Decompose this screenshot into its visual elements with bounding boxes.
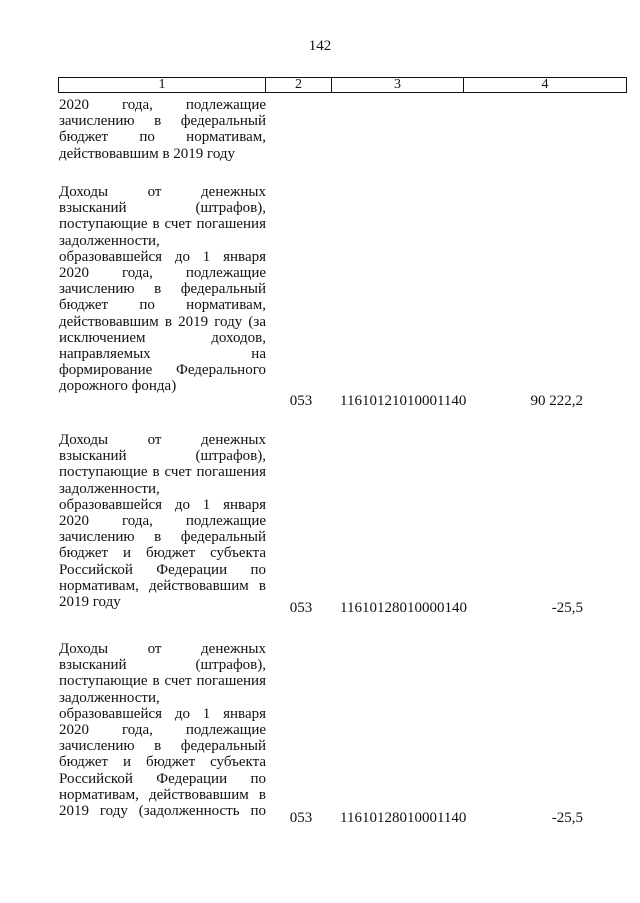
text-line: бюджет и бюджет субъекта xyxy=(59,545,266,562)
row-3-amount: -25,5 xyxy=(551,810,583,826)
text-line: нормативам, действовавшим в xyxy=(59,577,266,594)
text-line: 2020 года, подлежащие xyxy=(59,722,266,739)
text-line: зачислению в федеральный xyxy=(59,738,266,755)
text-line: зачислению в федеральный xyxy=(59,113,266,130)
continuation-description xyxy=(59,97,266,162)
text-line: зачислению в федеральный xyxy=(59,529,266,546)
text-line: нормативам, действовавшим в xyxy=(59,786,266,803)
text-line: дорожного фонда) xyxy=(59,378,177,395)
row-2-amount: -25,5 xyxy=(551,600,583,616)
text-line: 2020 года, подлежащие xyxy=(59,513,266,530)
text-line: образовавшейся до 1 января xyxy=(59,248,266,265)
row-1-code: 053 xyxy=(289,393,313,409)
text-line: действовавшим в 2019 году xyxy=(59,145,236,162)
column-header-4: 4 xyxy=(464,78,627,93)
text-line: Российской Федерации по xyxy=(59,561,266,578)
text-line: Доходы от денежных xyxy=(59,641,266,657)
text-line: зачислению в федеральный xyxy=(59,281,266,298)
row-1-description xyxy=(59,184,266,395)
text-line: образовавшейся до 1 января xyxy=(59,496,266,513)
column-header-3: 3 xyxy=(332,78,464,93)
column-header-1: 1 xyxy=(59,78,266,93)
text-line: бюджет по нормативам, xyxy=(59,129,266,146)
row-2-code: 053 xyxy=(289,600,313,616)
text-line: задолженности, xyxy=(59,689,160,706)
row-2-kbk: 11610128010000140 xyxy=(340,600,467,616)
row-3-description xyxy=(59,641,266,819)
row-3-kbk: 11610128010001140 xyxy=(340,810,467,826)
text-line: Доходы от денежных xyxy=(59,432,266,448)
text-line: поступающие в счет погашения xyxy=(59,673,266,690)
text-line: взысканий (штрафов), xyxy=(59,657,266,674)
row-1-kbk: 11610121010001140 xyxy=(340,393,467,409)
text-line: поступающие в счет погашения xyxy=(59,216,266,233)
text-line: Российской Федерации по xyxy=(59,770,266,787)
text-line: Доходы от денежных xyxy=(59,184,266,200)
text-line: действовавшим в 2019 году (за xyxy=(59,313,266,330)
text-line: бюджет и бюджет субъекта xyxy=(59,754,266,771)
column-header-table xyxy=(58,77,627,93)
text-line: формирование Федерального xyxy=(59,362,266,379)
text-line: 2019 году xyxy=(59,594,121,611)
text-line: 2020 года, подлежащие xyxy=(59,265,266,282)
text-line: бюджет по нормативам, xyxy=(59,297,266,314)
text-line: 2020 года, подлежащие xyxy=(59,97,266,113)
text-line: задолженности, xyxy=(59,480,160,497)
text-line: задолженности, xyxy=(59,232,160,249)
text-line: образовавшейся до 1 января xyxy=(59,705,266,722)
text-line: взысканий (штрафов), xyxy=(59,448,266,465)
column-header-2: 2 xyxy=(266,78,332,93)
text-line: поступающие в счет погашения xyxy=(59,464,266,481)
text-line: исключением доходов, xyxy=(59,329,266,346)
text-line: направляемых на xyxy=(59,346,266,363)
row-3-code: 053 xyxy=(289,810,313,826)
page-number: 142 xyxy=(308,38,332,54)
text-line: взысканий (штрафов), xyxy=(59,200,266,217)
row-1-amount: 90 222,2 xyxy=(530,393,583,409)
text-line: 2019 году (задолженность по xyxy=(59,803,266,820)
row-2-description xyxy=(59,432,266,610)
column-header-row xyxy=(59,78,627,93)
